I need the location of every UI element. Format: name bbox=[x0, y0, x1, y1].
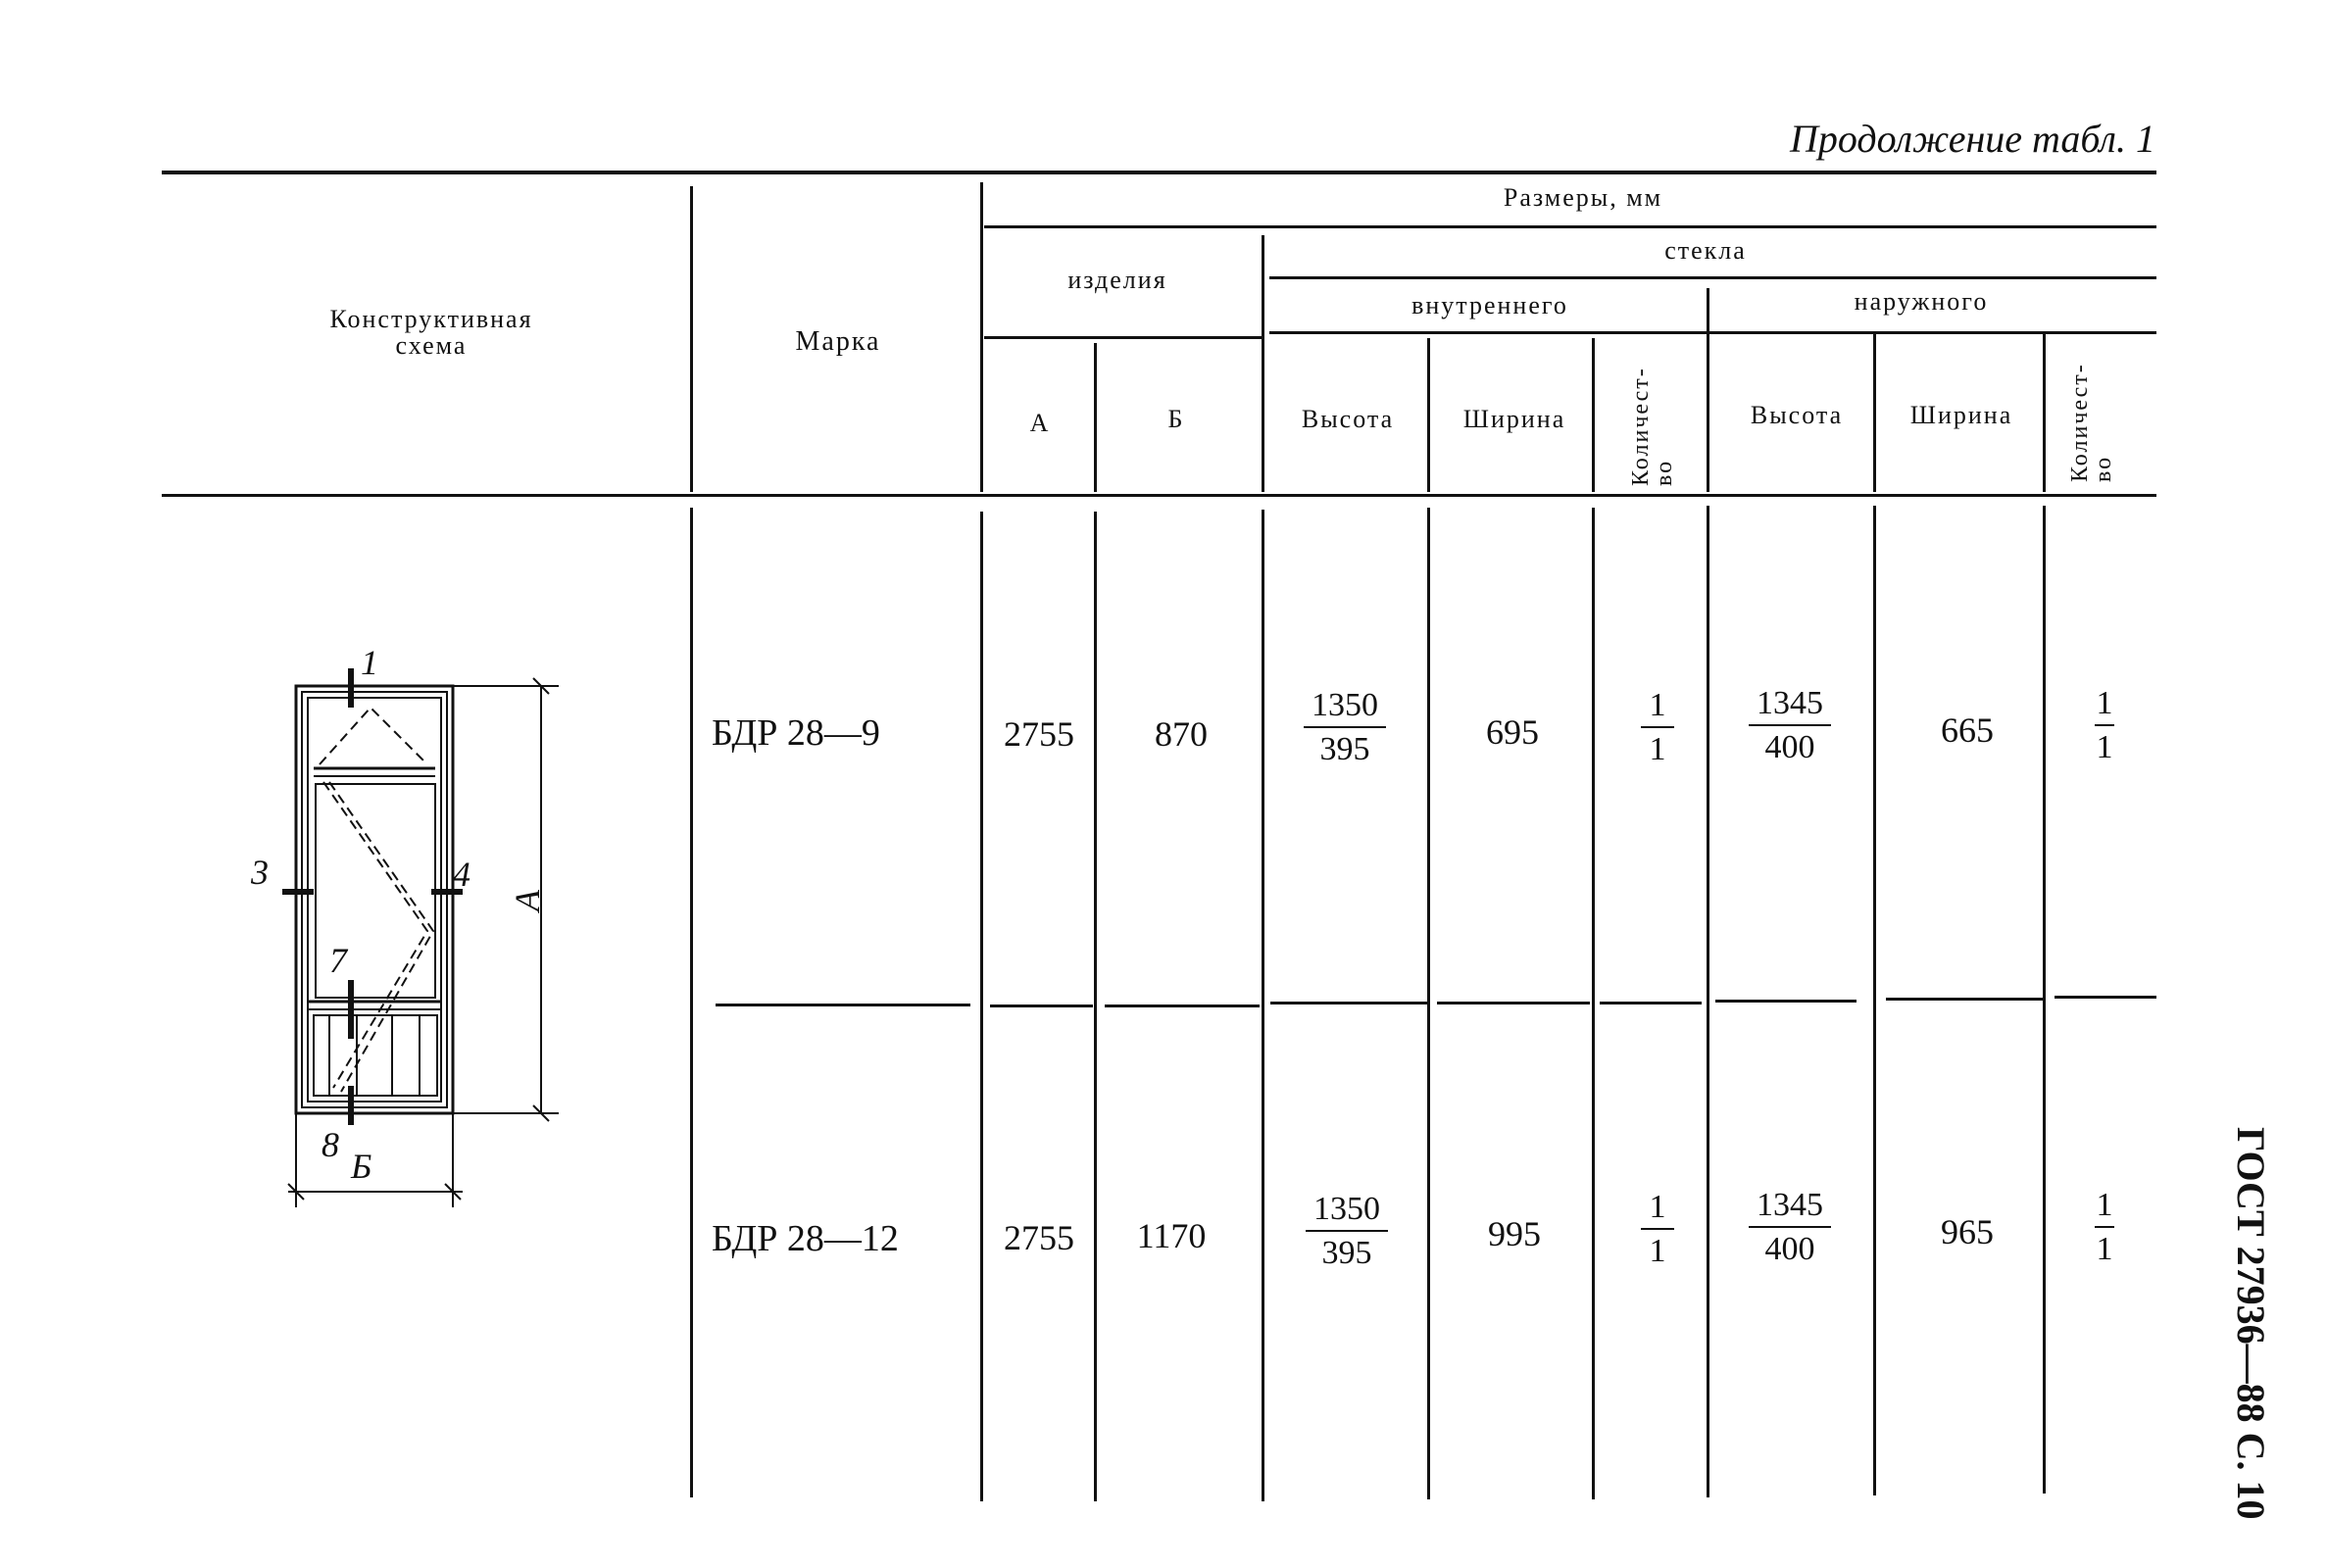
row-divider bbox=[1437, 1002, 1590, 1004]
col-line bbox=[2043, 506, 2046, 1494]
col-line bbox=[2043, 333, 2046, 492]
fraction-top: 1 bbox=[1649, 687, 1666, 723]
col-line bbox=[1592, 508, 1595, 1499]
header-scheme: Конструктивная схема bbox=[329, 305, 533, 361]
fraction-top: 1 bbox=[2096, 685, 2113, 721]
col-line bbox=[1262, 510, 1264, 1501]
row-divider bbox=[1886, 998, 2045, 1001]
table-row-2-mark: БДР 28—12 bbox=[712, 1218, 899, 1259]
col-line bbox=[1707, 288, 1709, 492]
fraction-bar bbox=[2095, 1226, 2114, 1228]
door-scheme-drawing bbox=[235, 627, 588, 1215]
row-divider bbox=[1105, 1004, 1260, 1007]
table-row-2-outer-width: 965 bbox=[1941, 1212, 1994, 1251]
table-row-1-mark: БДР 28—9 bbox=[712, 712, 880, 754]
inner-outer-rule bbox=[1269, 331, 2156, 334]
fraction-top: 1 bbox=[2096, 1187, 2113, 1223]
col-line bbox=[1427, 508, 1430, 1499]
col-line bbox=[1592, 338, 1595, 492]
glass-rule bbox=[1269, 276, 2156, 279]
col-line bbox=[1427, 338, 1430, 492]
row-divider bbox=[2055, 996, 2156, 999]
header-inner-height: Высота bbox=[1301, 405, 1395, 433]
col-line bbox=[1094, 343, 1097, 492]
table-row-2-inner-width: 995 bbox=[1488, 1214, 1541, 1253]
callout-3: 3 bbox=[251, 853, 269, 892]
header-glass: стекла bbox=[1664, 236, 1747, 265]
fraction-bottom: 1 bbox=[2096, 1231, 2113, 1268]
col-line bbox=[1873, 506, 1876, 1495]
header-product: изделия bbox=[1067, 266, 1167, 294]
fraction-bottom: 395 bbox=[1319, 731, 1370, 768]
continuation-title: Продолжение табл. 1 bbox=[1789, 117, 2155, 161]
fraction-top: 1 bbox=[1649, 1189, 1666, 1225]
fraction-bottom: 395 bbox=[1321, 1235, 1372, 1272]
table-row-2-a: 2755 bbox=[1004, 1218, 1074, 1257]
header-bottom-rule bbox=[162, 494, 2156, 497]
row-divider bbox=[1600, 1002, 1702, 1004]
row-divider bbox=[1715, 1000, 1857, 1003]
table-row-1-outer-width: 665 bbox=[1941, 710, 1994, 750]
side-page-label: ГОСТ 27936—88 С. 10 bbox=[2229, 1127, 2273, 1520]
table-row-1-a: 2755 bbox=[1004, 714, 1074, 754]
header-inner: внутреннего bbox=[1411, 291, 1568, 319]
header-outer: наружного bbox=[1854, 287, 1989, 316]
table-top-rule bbox=[162, 171, 2156, 174]
table-row-1-inner-height bbox=[1286, 686, 1404, 768]
fraction-bottom: 400 bbox=[1764, 729, 1815, 766]
inner-frame bbox=[302, 692, 447, 1107]
fraction-top: 1350 bbox=[1312, 687, 1378, 723]
col-line bbox=[1873, 333, 1876, 492]
row-divider bbox=[990, 1004, 1093, 1007]
header-outer-count: Количест- во bbox=[2067, 363, 2116, 482]
outer-frame bbox=[296, 686, 453, 1113]
table-row-1-outer-height bbox=[1731, 684, 1849, 766]
fraction-top: 1345 bbox=[1757, 1187, 1823, 1223]
header-inner-width: Ширина bbox=[1462, 405, 1566, 433]
callout-8: 8 bbox=[322, 1125, 339, 1164]
fraction-top: 1350 bbox=[1313, 1191, 1380, 1227]
fraction-bar bbox=[1641, 726, 1674, 728]
fraction-bar bbox=[2095, 724, 2114, 726]
header-mark: Марка bbox=[795, 326, 881, 357]
callout-4: 4 bbox=[453, 855, 470, 894]
table-row-2-inner-height bbox=[1288, 1190, 1406, 1272]
fraction-bottom: 1 bbox=[1649, 731, 1666, 768]
table-row-2-inner-count bbox=[1604, 1188, 1711, 1270]
product-rule bbox=[984, 336, 1264, 339]
col-line bbox=[690, 186, 693, 492]
header-col-a: А bbox=[1029, 409, 1051, 437]
col-line bbox=[690, 508, 693, 1497]
fraction-bottom: 1 bbox=[1649, 1233, 1666, 1270]
col-line bbox=[1707, 506, 1709, 1497]
header-inner-count: Количест- во bbox=[1628, 367, 1677, 486]
fraction-bar bbox=[1304, 726, 1386, 728]
table-row-2-outer-height bbox=[1731, 1186, 1849, 1268]
table-row-1-inner-width: 695 bbox=[1486, 712, 1539, 752]
fraction-bar bbox=[1749, 1226, 1831, 1228]
fraction-bar bbox=[1306, 1230, 1388, 1232]
header-sizes: Размеры, мм bbox=[1503, 183, 1663, 212]
table-row-1-inner-count bbox=[1604, 686, 1711, 768]
table-row-2-outer-count bbox=[2051, 1186, 2158, 1268]
header-col-b: Б bbox=[1167, 405, 1185, 433]
header-outer-height: Высота bbox=[1750, 401, 1844, 429]
table-row-2-b: 1170 bbox=[1136, 1216, 1207, 1255]
sash-opening-dashed bbox=[323, 782, 427, 1088]
sizes-rule bbox=[984, 225, 2156, 228]
dimension-a-label: А bbox=[508, 890, 547, 911]
transom-opening-dashed bbox=[320, 708, 427, 764]
fraction-bottom: 400 bbox=[1764, 1231, 1815, 1268]
header-outer-width: Ширина bbox=[1909, 401, 2013, 429]
fraction-bar bbox=[1641, 1228, 1674, 1230]
table-row-1-b: 870 bbox=[1155, 714, 1208, 754]
callout-1: 1 bbox=[361, 643, 378, 682]
fraction-bar bbox=[1749, 724, 1831, 726]
col-line bbox=[1262, 235, 1264, 492]
col-line bbox=[980, 512, 983, 1501]
dimension-b-label: Б bbox=[351, 1147, 372, 1186]
row-divider bbox=[1270, 1002, 1427, 1004]
row-divider bbox=[716, 1004, 970, 1006]
col-line bbox=[980, 182, 983, 492]
fraction-bottom: 1 bbox=[2096, 729, 2113, 766]
col-line bbox=[1094, 512, 1097, 1501]
table-row-1-outer-count bbox=[2051, 684, 2158, 766]
fraction-top: 1345 bbox=[1757, 685, 1823, 721]
callout-7: 7 bbox=[329, 941, 347, 980]
